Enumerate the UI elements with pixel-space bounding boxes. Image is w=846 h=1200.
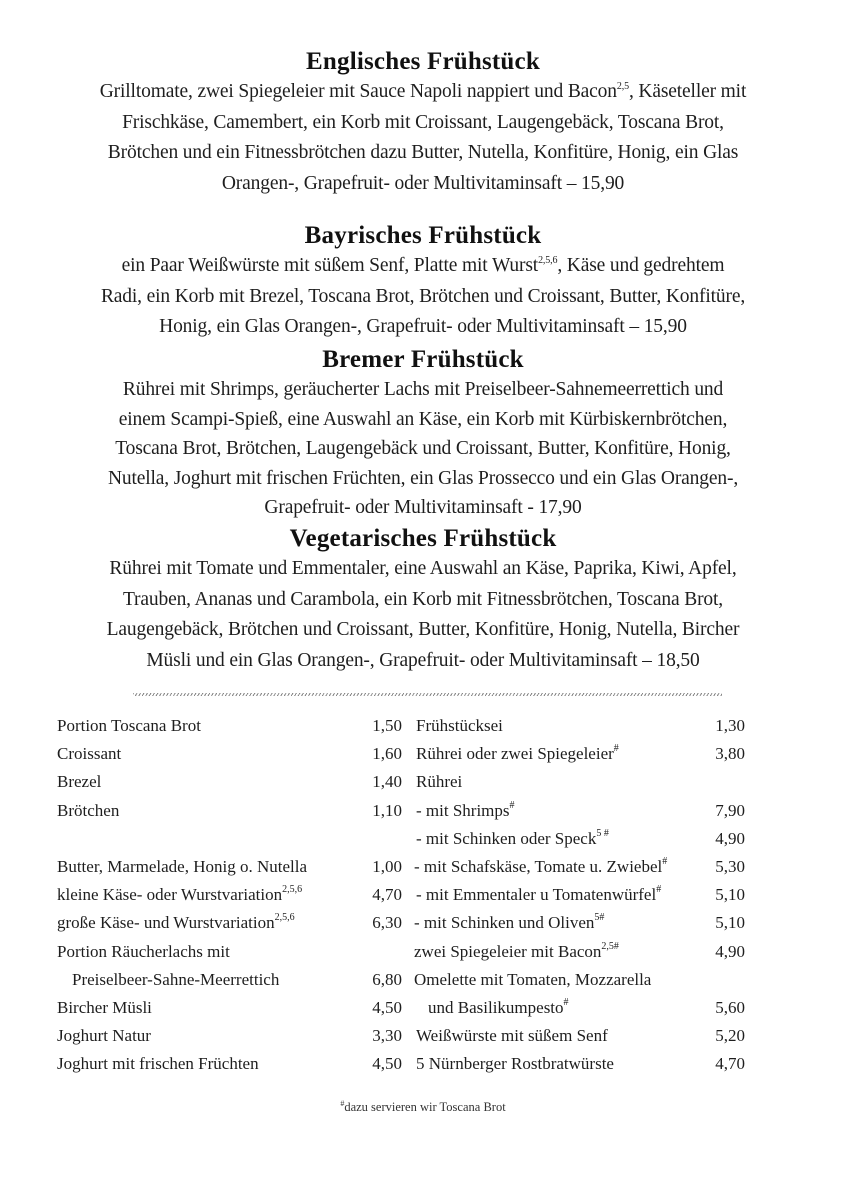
description-text: , Käseteller mit (628, 81, 747, 102)
menu-item-name (57, 881, 302, 909)
description-line (40, 251, 806, 282)
additive-superscript: 2,5,6 (274, 912, 295, 924)
menu-item-name (57, 909, 295, 937)
description-line (40, 615, 806, 646)
menu-item-name-text: zwei Spiegeleier mit Bacon (414, 941, 602, 961)
menu-item-name (414, 881, 661, 909)
menu-item-name (57, 938, 230, 966)
description-line (40, 464, 806, 494)
menu-item-price: 5,20 (715, 1026, 745, 1046)
description-text: einem Scampi-Spieß, eine Auswahl an Käse, ein Korb mit Kürbiskernbrötchen, (118, 408, 728, 430)
menu-item-row (414, 994, 745, 1022)
description-line (40, 375, 806, 405)
menu-item-name-text: Croissant (57, 744, 122, 764)
menu-item-price: 1,30 (715, 716, 745, 735)
description-line (40, 646, 806, 677)
description-line (40, 585, 806, 616)
menu-item-row (414, 1050, 745, 1078)
section-title: Bayrisches Frühstück (304, 222, 542, 249)
menu-item-price: 4,70 (372, 885, 402, 905)
menu-item-name-text: Preiselbeer-Sahne-Meerrettich (72, 969, 280, 989)
footnote-text: dazu servieren wir Toscana Brot (344, 1100, 506, 1114)
menu-item-price: 4,50 (372, 997, 402, 1017)
menu-item-name (414, 768, 462, 796)
menu-item-price: 1,00 (372, 856, 402, 876)
menu-item-price: 5,30 (715, 856, 745, 876)
menu-item-name (57, 768, 101, 796)
additive-superscript: 5# (594, 912, 605, 924)
menu-item-row (57, 938, 402, 966)
menu-item-price: 4,50 (372, 1054, 402, 1074)
menu-item-name (57, 712, 201, 740)
menu-item-row (414, 1022, 745, 1050)
menu-item-row (57, 881, 402, 909)
additive-superscript: # (662, 855, 668, 867)
menu-item-name (414, 994, 569, 1022)
additive-superscript: 2,5,6 (538, 255, 558, 266)
description-text: Nutella, Joghurt mit frischen Früchten, ein Glas Prossecco und ein Glas Orangen-, (107, 467, 739, 489)
menu-item-price: 5,10 (715, 885, 745, 905)
menu-item-name-text: Portion Räucherlachs mit (57, 941, 230, 961)
menu-item-name-text: - mit Schafskäse, Tomate u. Zwiebel (414, 856, 663, 876)
breakfast-section (40, 345, 806, 523)
footnote-mark: # (340, 1099, 345, 1108)
extras-list-left (57, 712, 402, 1078)
menu-item-price: 7,90 (715, 800, 745, 820)
menu-item-name-text: - mit Emmentaler u Tomatenwürfel (416, 885, 657, 905)
menu-item-name (414, 1022, 608, 1050)
menu-item-row (57, 712, 402, 740)
menu-item-name-text: und Basilikumpesto (428, 997, 564, 1017)
menu-item-name (57, 966, 279, 994)
menu-item-price: 1,60 (372, 744, 402, 764)
menu-item-row (414, 881, 745, 909)
menu-item-name-text: Portion Toscana Brot (57, 716, 201, 735)
menu-item-name-text: Joghurt mit frischen Früchten (57, 1054, 259, 1074)
menu-item-row (57, 966, 402, 994)
section-description (40, 251, 806, 343)
menu-item-name (57, 1022, 151, 1050)
additive-superscript: 5 # (596, 827, 609, 839)
description-line (40, 405, 806, 435)
description-line (40, 493, 806, 523)
section-description (40, 554, 806, 676)
menu-item-row (414, 966, 745, 994)
menu-item-name-text: - mit Shrimps (416, 800, 510, 820)
description-text: Laugengebäck, Brötchen und Croissant, Butter, Konfitüre, Honig, Nutella, Bircher (106, 619, 740, 640)
menu-item-row (414, 740, 745, 768)
menu-item-name-text: Brezel (57, 772, 102, 792)
menu-item-price: 6,80 (372, 969, 402, 989)
additive-superscript: 2,5,6 (282, 884, 303, 896)
menu-item-price: 3,80 (715, 744, 745, 764)
menu-item-row (57, 740, 402, 768)
menu-item-row (414, 853, 745, 881)
menu-item-row (57, 1022, 402, 1050)
description-text: Honig, ein Glas Orangen-, Grapefruit- oder Multivitaminsaft – 15,90 (159, 316, 687, 337)
additive-superscript: 2,5 (616, 81, 629, 92)
description-text: Orangen-, Grapefruit- oder Multivitaminsaft – 15,90 (221, 172, 625, 194)
menu-item-name (57, 853, 307, 881)
menu-item-row (414, 797, 745, 825)
additive-superscript: # (656, 884, 662, 896)
menu-item-name (414, 966, 651, 994)
description-text: Grapefruit- oder Multivitaminsaft - 17,90 (264, 497, 582, 518)
section-description (40, 375, 806, 523)
menu-item-row (414, 825, 745, 853)
menu-item-name (57, 994, 152, 1022)
additive-superscript: # (509, 799, 515, 811)
menu-item-name (414, 1050, 614, 1078)
description-line (40, 108, 806, 139)
menu-item-name (414, 712, 503, 740)
menu-item-name-text: große Käse- und Wurstvariation (57, 913, 275, 933)
description-line (40, 282, 806, 313)
menu-item-price: 4,90 (715, 941, 745, 961)
menu-item-name-text: Brötchen (57, 800, 120, 820)
menu-item-name (414, 825, 609, 853)
menu-item-name-text: Bircher Müsli (57, 997, 152, 1017)
description-text: Radi, ein Korb mit Brezel, Toscana Brot, Brötchen und Croissant, Butter, Konfitüre, (100, 285, 746, 307)
description-text: Brötchen und ein Fitnessbrötchen dazu Butter, Nutella, Konfitüre, Honig, ein Glas (107, 142, 739, 163)
menu-item-name-text: Frühstücksei (416, 716, 503, 735)
menu-item-price: 4,70 (715, 1054, 745, 1074)
footnote (0, 1100, 846, 1115)
description-text: Rührei mit Shrimps, geräucherter Lachs mit Preiselbeer-Sahnemeerrettich und (122, 379, 724, 400)
additive-superscript: # (563, 996, 569, 1008)
menu-item-price: 5,60 (715, 997, 745, 1017)
description-line (40, 312, 806, 343)
description-line (40, 554, 806, 585)
menu-item-row (57, 768, 402, 796)
menu-item-name-text: - mit Schinken und Oliven (414, 913, 595, 933)
menu-item-price: 4,90 (715, 828, 745, 848)
menu-item-name-text: Butter, Marmelade, Honig o. Nutella (57, 856, 308, 876)
menu-item-name-text: Rührei oder zwei Spiegeleier (416, 744, 614, 764)
additive-superscript: 2,5# (601, 940, 619, 952)
menu-item-row (414, 712, 745, 740)
menu-item-name (57, 797, 119, 825)
menu-item-price: 3,30 (372, 1026, 402, 1046)
menu-item-name (414, 740, 619, 768)
description-text: Frischkäse, Camembert, ein Korb mit Croissant, Laugengebäck, Toscana Brot, (122, 111, 724, 133)
menu-item-row (414, 768, 745, 796)
description-text: Toscana Brot, Brötchen, Laugengebäck und Croissant, Butter, Konfitüre, Honig, (115, 438, 731, 459)
menu-item-name (414, 797, 515, 825)
section-title: Bremer Frühstück (322, 346, 524, 373)
menu-item-name-text: Omelette mit Tomaten, Mozzarella (414, 969, 652, 989)
description-line (40, 77, 806, 108)
description-text: Müsli und ein Glas Orangen-, Grapefruit- oder Multivitaminsaft – 18,50 (146, 649, 700, 671)
description-line (40, 434, 806, 464)
menu-item-name (414, 938, 619, 966)
menu-item-price: 1,40 (372, 772, 402, 792)
menu-item-row (57, 853, 402, 881)
menu-item-name (57, 1050, 259, 1078)
menu-item-name (414, 853, 667, 881)
menu-item-row (57, 1050, 402, 1078)
section-description (40, 77, 806, 199)
menu-item-name-text: Joghurt Natur (57, 1026, 151, 1046)
section-title: Englisches Frühstück (306, 48, 540, 75)
description-text: , Käse und gedrehtem (557, 255, 725, 276)
menu-item-name-text: - mit Schinken oder Speck (416, 828, 597, 848)
description-text: ein Paar Weißwürste mit süßem Senf, Platte mit Wurst (121, 255, 539, 276)
breakfast-section (40, 47, 806, 199)
menu-item-row (57, 825, 402, 853)
menu-item-name-text: Rührei (416, 772, 463, 792)
menu-item-row (57, 797, 402, 825)
decorative-divider (133, 693, 722, 696)
menu-item-row (57, 994, 402, 1022)
additive-superscript: # (613, 743, 619, 755)
description-text: Rührei mit Tomate und Emmentaler, eine Auswahl an Käse, Paprika, Kiwi, Apfel, (109, 558, 737, 579)
menu-item-price: 6,30 (372, 913, 402, 933)
menu-item-row (414, 909, 745, 937)
breakfast-section (40, 221, 806, 343)
menu-item-name (414, 909, 604, 937)
breakfast-section (40, 524, 806, 676)
menu-item-price: 1,50 (372, 716, 402, 735)
extras-list-right (414, 712, 745, 1078)
menu-item-row (414, 938, 745, 966)
menu-item-row (57, 909, 402, 937)
menu-item-name-text: 5 Nürnberger Rostbratwürste (416, 1054, 614, 1074)
description-text: Grilltomate, zwei Spiegeleier mit Sauce Napoli nappiert und Bacon (99, 81, 617, 102)
menu-item-price: 1,10 (372, 800, 402, 820)
menu-item-name-text: Weißwürste mit süßem Senf (416, 1026, 608, 1046)
description-text: Trauben, Ananas und Carambola, ein Korb mit Fitnessbrötchen, Toscana Brot, (122, 588, 724, 610)
menu-item-name (57, 740, 121, 768)
section-title: Vegetarisches Frühstück (289, 525, 557, 552)
menu-item-name-text: kleine Käse- oder Wurstvariation (57, 885, 283, 905)
description-line (40, 169, 806, 200)
description-line (40, 138, 806, 169)
menu-item-price: 5,10 (715, 913, 745, 933)
